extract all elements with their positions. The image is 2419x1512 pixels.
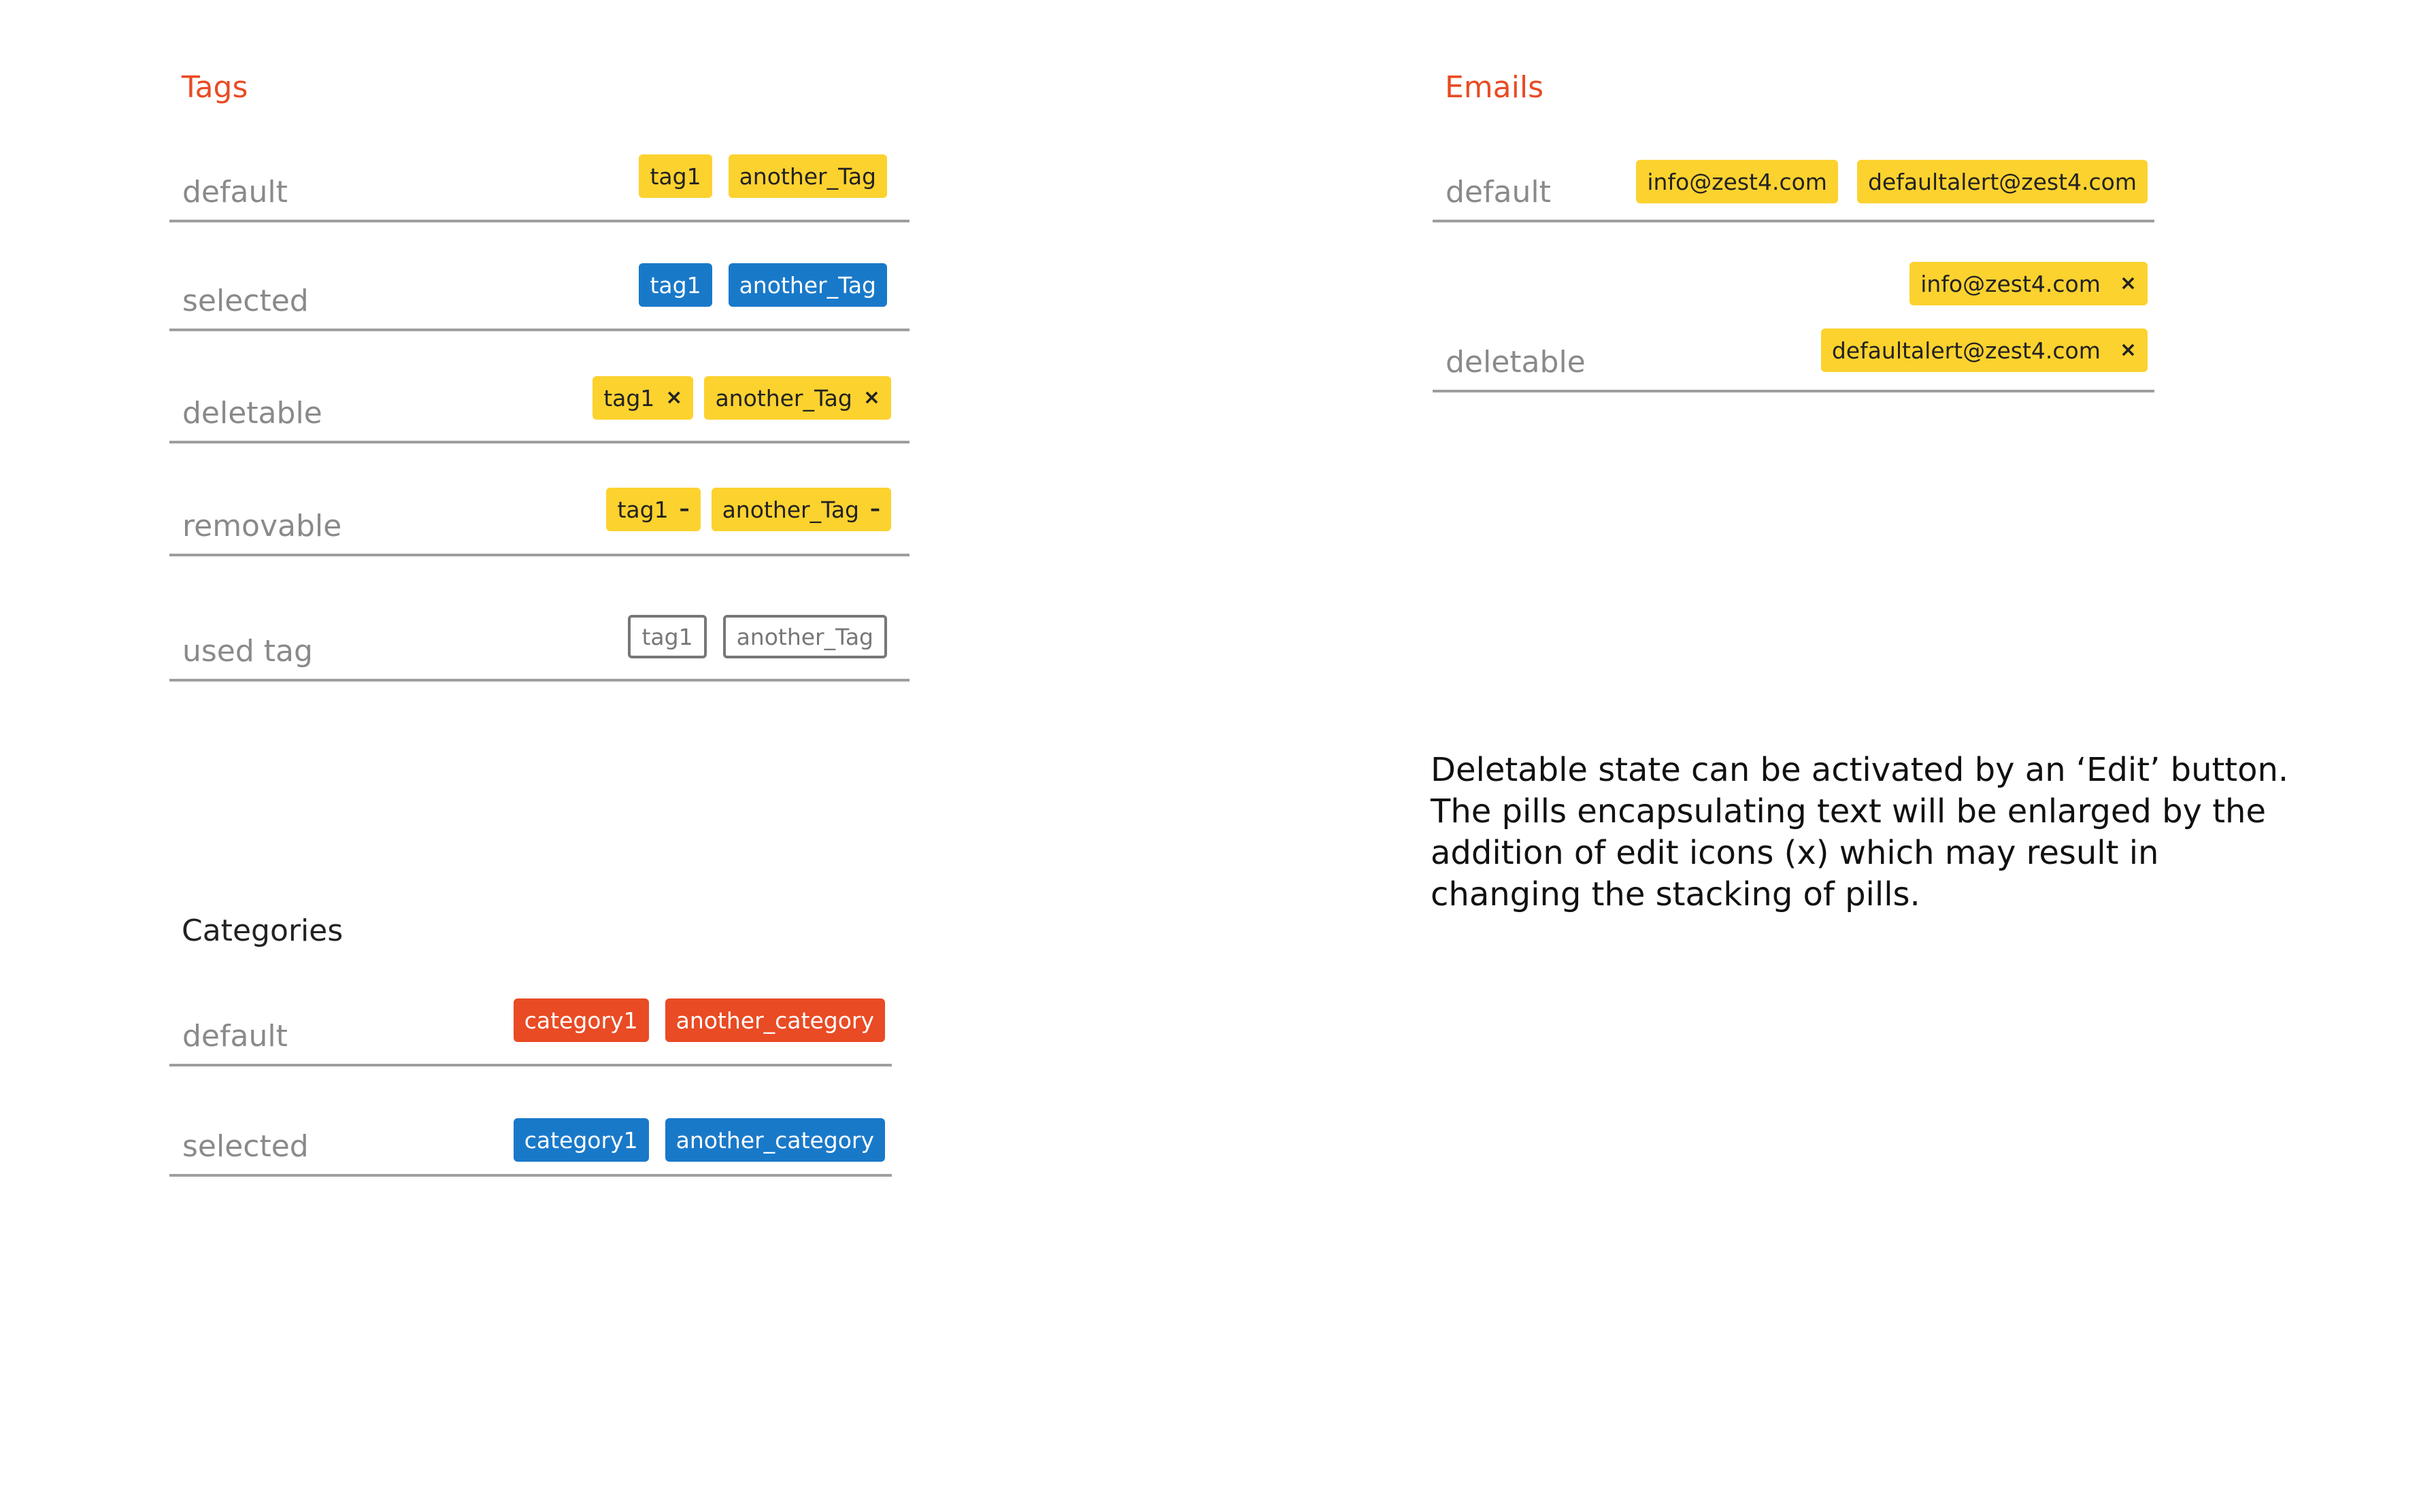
categories-title: Categories (182, 913, 344, 948)
tag-pill[interactable] (639, 154, 712, 198)
email-pill-deletable[interactable] (1909, 262, 2148, 305)
tag-pill-removable[interactable] (712, 488, 891, 531)
emails-row-deletable (1433, 243, 2154, 392)
email-pill[interactable] (1636, 160, 1838, 203)
tag-pill[interactable] (729, 154, 887, 198)
pill-text: another_Tag (715, 384, 852, 411)
pill-text: info@zest4.com (1920, 270, 2101, 297)
tags-title: Tags (182, 70, 248, 105)
emails-title: Emails (1445, 70, 1544, 105)
tag-pill-deletable[interactable] (704, 376, 891, 420)
pill-text: info@zest4.com (1647, 168, 1827, 195)
row-label: removable (182, 509, 342, 543)
row-label: deletable (182, 396, 322, 431)
pill-text: defaultalert@zest4.com (1831, 337, 2101, 364)
pill-text: another_category (675, 1126, 874, 1154)
tags-row-default (169, 141, 910, 222)
close-icon[interactable]: × (863, 386, 880, 409)
pill-text: tag1 (650, 271, 701, 299)
pill-text: category1 (524, 1126, 638, 1154)
pill-text: another_Tag (739, 163, 876, 190)
row-label: default (182, 175, 288, 209)
minus-icon[interactable]: – (679, 497, 690, 521)
tags-row-removable (169, 475, 910, 556)
tags-row-used (169, 600, 910, 682)
category-pill-selected[interactable] (665, 1118, 885, 1162)
pill-text: category1 (524, 1007, 638, 1034)
tag-pill-used[interactable] (628, 615, 706, 658)
tag-pill-used[interactable] (723, 615, 887, 658)
row-label: default (1446, 175, 1551, 209)
category-pill[interactable] (514, 998, 649, 1042)
email-pill[interactable] (1857, 160, 2148, 203)
emails-row-default (1433, 141, 2154, 222)
category-pill-selected[interactable] (514, 1118, 649, 1162)
tags-row-deletable (169, 362, 910, 443)
close-icon[interactable]: × (2119, 271, 2137, 295)
close-icon[interactable]: × (2119, 338, 2137, 362)
row-label: deletable (1446, 345, 1586, 380)
deletable-state-description: Deletable state can be activated by an ‘Edit’ button. The pills encapsulating text will be enlarged by the addition of edit icons (x) which may result in changing the stacking of pills. (1431, 751, 2289, 913)
email-pill-deletable[interactable] (1821, 329, 2148, 372)
tag-pill-selected[interactable] (639, 263, 712, 307)
tags-row-selected (169, 250, 910, 331)
row-label: selected (182, 1129, 309, 1164)
pill-text: another_Tag (739, 271, 876, 299)
close-icon[interactable]: × (665, 386, 683, 409)
tag-pill-deletable[interactable] (593, 376, 693, 420)
categories-row-default (169, 985, 892, 1066)
row-label: used tag (182, 634, 313, 669)
pill-text: another_category (675, 1007, 874, 1034)
pill-text: defaultalert@zest4.com (1867, 168, 2137, 195)
row-label: selected (182, 284, 309, 318)
tag-pill-selected[interactable] (729, 263, 887, 307)
pill-text: tag1 (617, 496, 669, 523)
tag-pill-removable[interactable] (606, 488, 700, 531)
pill-text: tag1 (641, 623, 693, 650)
pill-text: tag1 (603, 384, 655, 411)
row-label: default (182, 1019, 288, 1054)
pill-text: another_Tag (722, 496, 859, 523)
pill-text: tag1 (650, 163, 701, 190)
pill-text: another_Tag (736, 623, 873, 650)
categories-row-selected (169, 1095, 892, 1177)
category-pill[interactable] (665, 998, 885, 1042)
minus-icon[interactable]: – (870, 497, 880, 521)
